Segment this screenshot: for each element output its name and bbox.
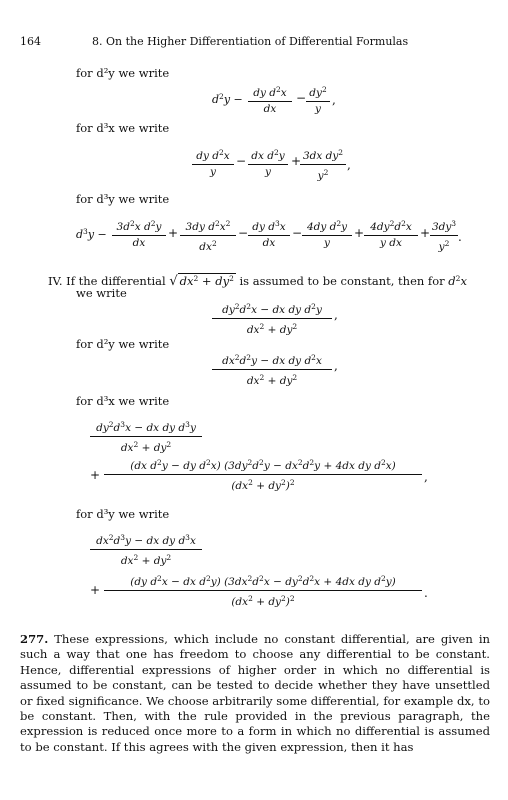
section-number: 277.: [20, 632, 49, 646]
label-for-d2y-2: for d²y we write: [76, 337, 170, 351]
running-title: 8. On the Higher Differentiation of Differential Formulas: [92, 35, 409, 48]
label-for-d3x-1: for d³x we write: [76, 121, 170, 135]
label-for-d3y-2: for d³y we write: [76, 507, 170, 521]
label-for-d3x-2: for d³x we write: [76, 394, 170, 408]
iv-intro-cont: we write: [76, 286, 127, 300]
page-number: 164: [20, 35, 41, 48]
label-for-d2y-1: for d²y we write: [76, 66, 170, 80]
paragraph-text: These expressions, which include no constant differential, are given in such a way that one has freedom to choose any differential to be constant. Hence, differential expressions of higher order in which no differential is assumed to be constant, can be tested to decide whether they have unsettled or fixed significance. We choose arbitrarily some differential, for example dx, to be constant. Then, with the rule provided in the previous paragraph, the expression is reduced once more to a form in which no differential is assumed to be constant. If this agrees with the given expression, then it has: [20, 632, 490, 754]
paragraph-277: [20, 632, 490, 755]
iv-intro-line: IV. If the differential √ $dx^2 + dy^2$ is assumed to be constant, then for $d^2x$: [48, 274, 467, 289]
label-for-d3y-1: for d³y we write: [76, 192, 170, 206]
